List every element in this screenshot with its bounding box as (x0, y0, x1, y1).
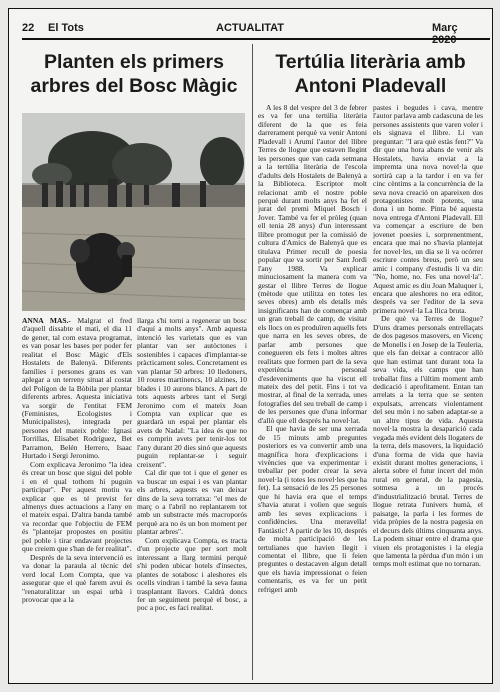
article1-byline: ANNA MAS.- (22, 317, 71, 325)
column-divider (252, 44, 253, 680)
article1-paragraph: Com explicava Jeronimo "la idea és crear un bosc que sigui del poble i en el qual tothom hi puguin participar". Per aquest motiu va explicar que es té previst fer almenys dues actuacions a l'any en el mateix espai. D'altra banda també va recordar que l'objectiu de FEM és "plantejar propostes en positiu pel poble i tirar endavant projectes que creiem que s'han de fer realitat". (22, 459, 132, 554)
page-number: 22 (22, 22, 35, 34)
article1-column-2 (137, 317, 247, 677)
article1-paragraph: Com explicava Compta, es tracta d'un projecte que per sort molt interessant a llarg termini perquè s'hi poden ubicar hotels d'insectes, plantes de sotabosc i aleshores els ocells vindran i també la seva fauna trasplantant llavors. Caldrà doncs fer un seguiment perquè el bosc, a poc a poc, es faci realitat. (137, 535, 247, 613)
article1-paragraph: Després de la seva intervenció es va donar la paraula al tècnic del verd local Lom Compta, que va assegurar que el què farem avui és "renaturalitzar un espai urbà i provocar que a la (22, 552, 132, 604)
article1-paragraph: Cal dir que tot i que el gener es va buscar un espai i es van plantar els arbres, aquests es van deixar dins de la seva torratxa: "el mes de març o a l'abril no replantarem tot amb un substracte més macroporós perquè ara no és un bon moment per plantar arbres". (137, 468, 247, 537)
article2-paragraph: A les 8 del vespre del 3 de febrer es va fer una tertúlia literària diferent de la que es feia darrerament perquè va venir Antoni Pladevall i Arumí l'autor del llibre Terres de llogue que estaven llegint les persones que van cada setmana a la tertúlia literària de l'escola d'adults dels Hostalets de Balenyà a la Biblioteca. Escriptor molt relacionat amb el nostre poble perquè durant molts anys ha fet el jurat del premi Miquel Bosch i Jover. També va fer el pròleg (quan ell tenia 28 anys) d'un interessant llibre promogut per la comissió de cultura d'Amics de Balenyà que es titulava Primer recull de poesia popular que va sortir per Sant Jordi l'any 1988. Va explicar minuciosament la manera com va gestar el llibre Terres de llogue (mètode que utilitza en totes les seves obres) amb els detalls més insignificants han de començar amb un gran treball de camp, de visitar els llocs on es produïren aquells fets que narra en les seves obres, de parlar amb persones que conegueren els fets i moltes altres realitats que formen part de la seva experiència personal d'esdeveniments que ha viscut ell mateix des del petit. Fins i tot va mostrar, al final de la xerrada, unes fotografies del seu treball de camp i de les persones que d'una informar d'allò que ell després ha novel·lat. (258, 104, 367, 425)
article1-paragraph: llarga s'hi torni a regenerar un bosc d'aquí a molts anys". Amb aquesta intenció les varietats que es van plantar van ser autòctones i sostenibles i capaces d'implantar-se pràcticament soles. Concretament es van plantar 50 arbres: 10 lledoners, 10 roures martinencs, 10 alzines, 10 blades i 10 aurons blancs. A part de tots aquests arbres tant el Sergi Jeronimo com el mateix Joan Compta van explicar que es guardarà un espai per plantar els avets de Nadal: "La idea és que no es comprin avets per tenir-los tot l'any durant 20 dies sinó que aquests puguin replantar-se i seguir creixent". (137, 317, 247, 469)
article2-paragraph: De què va Terres de llogue? D'uns drames personals entrellaçats de dos pagesos masovers, en Vicenç de Monells i en Josep de la Teuleria, que els fan deixar a contracor allò que han estimat tant durant tota la seva vida, els camps que han treballat fins a l'últim moment amb dedicació i aprofitament. Entan tan arrelats a la terra que se senten expulsats, arrencats violentament del seu món i no saben adaptar-se a un altre tipus de vida. Aquesta novel·la mostra la desaparició cada vegada més evident dels llogaters de la terra, dels masovers, la liquidació d'una forma de vida que havia existit durant moltes generacions, i alerta sobre el futur incert del món rural en general, de la pagesia, sotmesa a un procés d'industrialització brutal. Terres de llogue retrata l'univers humà, el paisatge, la parla i les formes de vida pròpies de la nostra pagesia en el decurs dels últims cinquanta anys. La podem situar entre el drama que viuen els protagonistes i la elegia que lamenta la pèrdua d'un món i un temps molt estimat que no tornaran. (373, 314, 483, 569)
section-name: ACTUALITAT (216, 22, 285, 34)
magazine-name: El Tots (48, 22, 84, 34)
article1-paragraph: ANNA MAS.- Malgrat el fred d'aquell dissabte el matí, el dia 11 de gener, tal com estava programat, es van posar les bases per poder fer realitat el Bosc Màgic d'Els Hostalets de Balenyà. Diferents famílies i persones grans es van aplegar a un terreny situat al costat del Polígon de la Bòbila per plantar diferents arbres. Aquesta iniciativa va sorgir de l'entitat FEM (Feministes, Ecologistes i Municipalistes), integrada per persones del mateix poble: Ignasi Torrillas, Elisabet Rodríguez, Bet Parramon, Belén Herrero, Isaac Hurtado i Sergi Jeronimo. (22, 317, 132, 461)
issue-date: Març 2020 (432, 22, 458, 46)
article2-paragraph: El que havia de ser una xerrada de 15 minuts amb preguntes posteriors es va convertir amb una magnífica hora d'explicacions i vivències que va experimentar i treballar per poder crear la seva novel·la (i totes les novel·les que ha fet). La sensació de les 25 persones que hi havia era que el temps s'havia aturat i volien que seguís amb les seves explicacions i confidències. Una meravella! Fantàstic! A partir de les 10, després de molta participació de les tertulianes que havien llegit i comentat el llibre, que li feien preguntes o destacaven algun detall que els havia impressionat o feien comentaris, es va fer un petit refrigeri amb (258, 424, 367, 594)
tree-planting-photo (22, 113, 245, 311)
article1-column-1 (22, 317, 132, 677)
article2-column-2 (373, 104, 483, 677)
page-header (22, 20, 480, 46)
article1-title: Planten els primers arbres del Bosc Màgic (30, 51, 238, 97)
article2-title: Tertúlia literària amb Antoni Pladevall (275, 51, 466, 97)
article2-column-1 (258, 104, 367, 677)
article2-paragraph: pastes i begudes i cava, mentre l'autor parlava amb cadascuna de les persones assistents que varen voler i els signava el llibre. Li van preguntar: "I ara què estàs fent?" Va dir que una hora abans de venir als Hostalets, havia enviat a la impremta una nova novel·la que sortirà cap a la tardor i en va fer cinc cèntims a la concurrència de la seva nova creació on apareixen dos protagonistes molt potents, una dona i un home. Pinta bé aquesta nova entrega d'Antoni Pladevall. Ell va començar a escriure de ben jovenet poesies i, sorprenentment, encara que mai no s'havia plantejat fer novel·les, un dia se li va ocórrer escriure contes breus, però un seu amic i company d'estudis li va dir: "No, home, no. Fes una novel·la". Aquest amic es diu Joan Maluquer i, encara que aleshores no era editor, després va ser l'editor de la seva primera novel·la La llica bruta. (373, 104, 483, 315)
header-rule (22, 38, 490, 40)
